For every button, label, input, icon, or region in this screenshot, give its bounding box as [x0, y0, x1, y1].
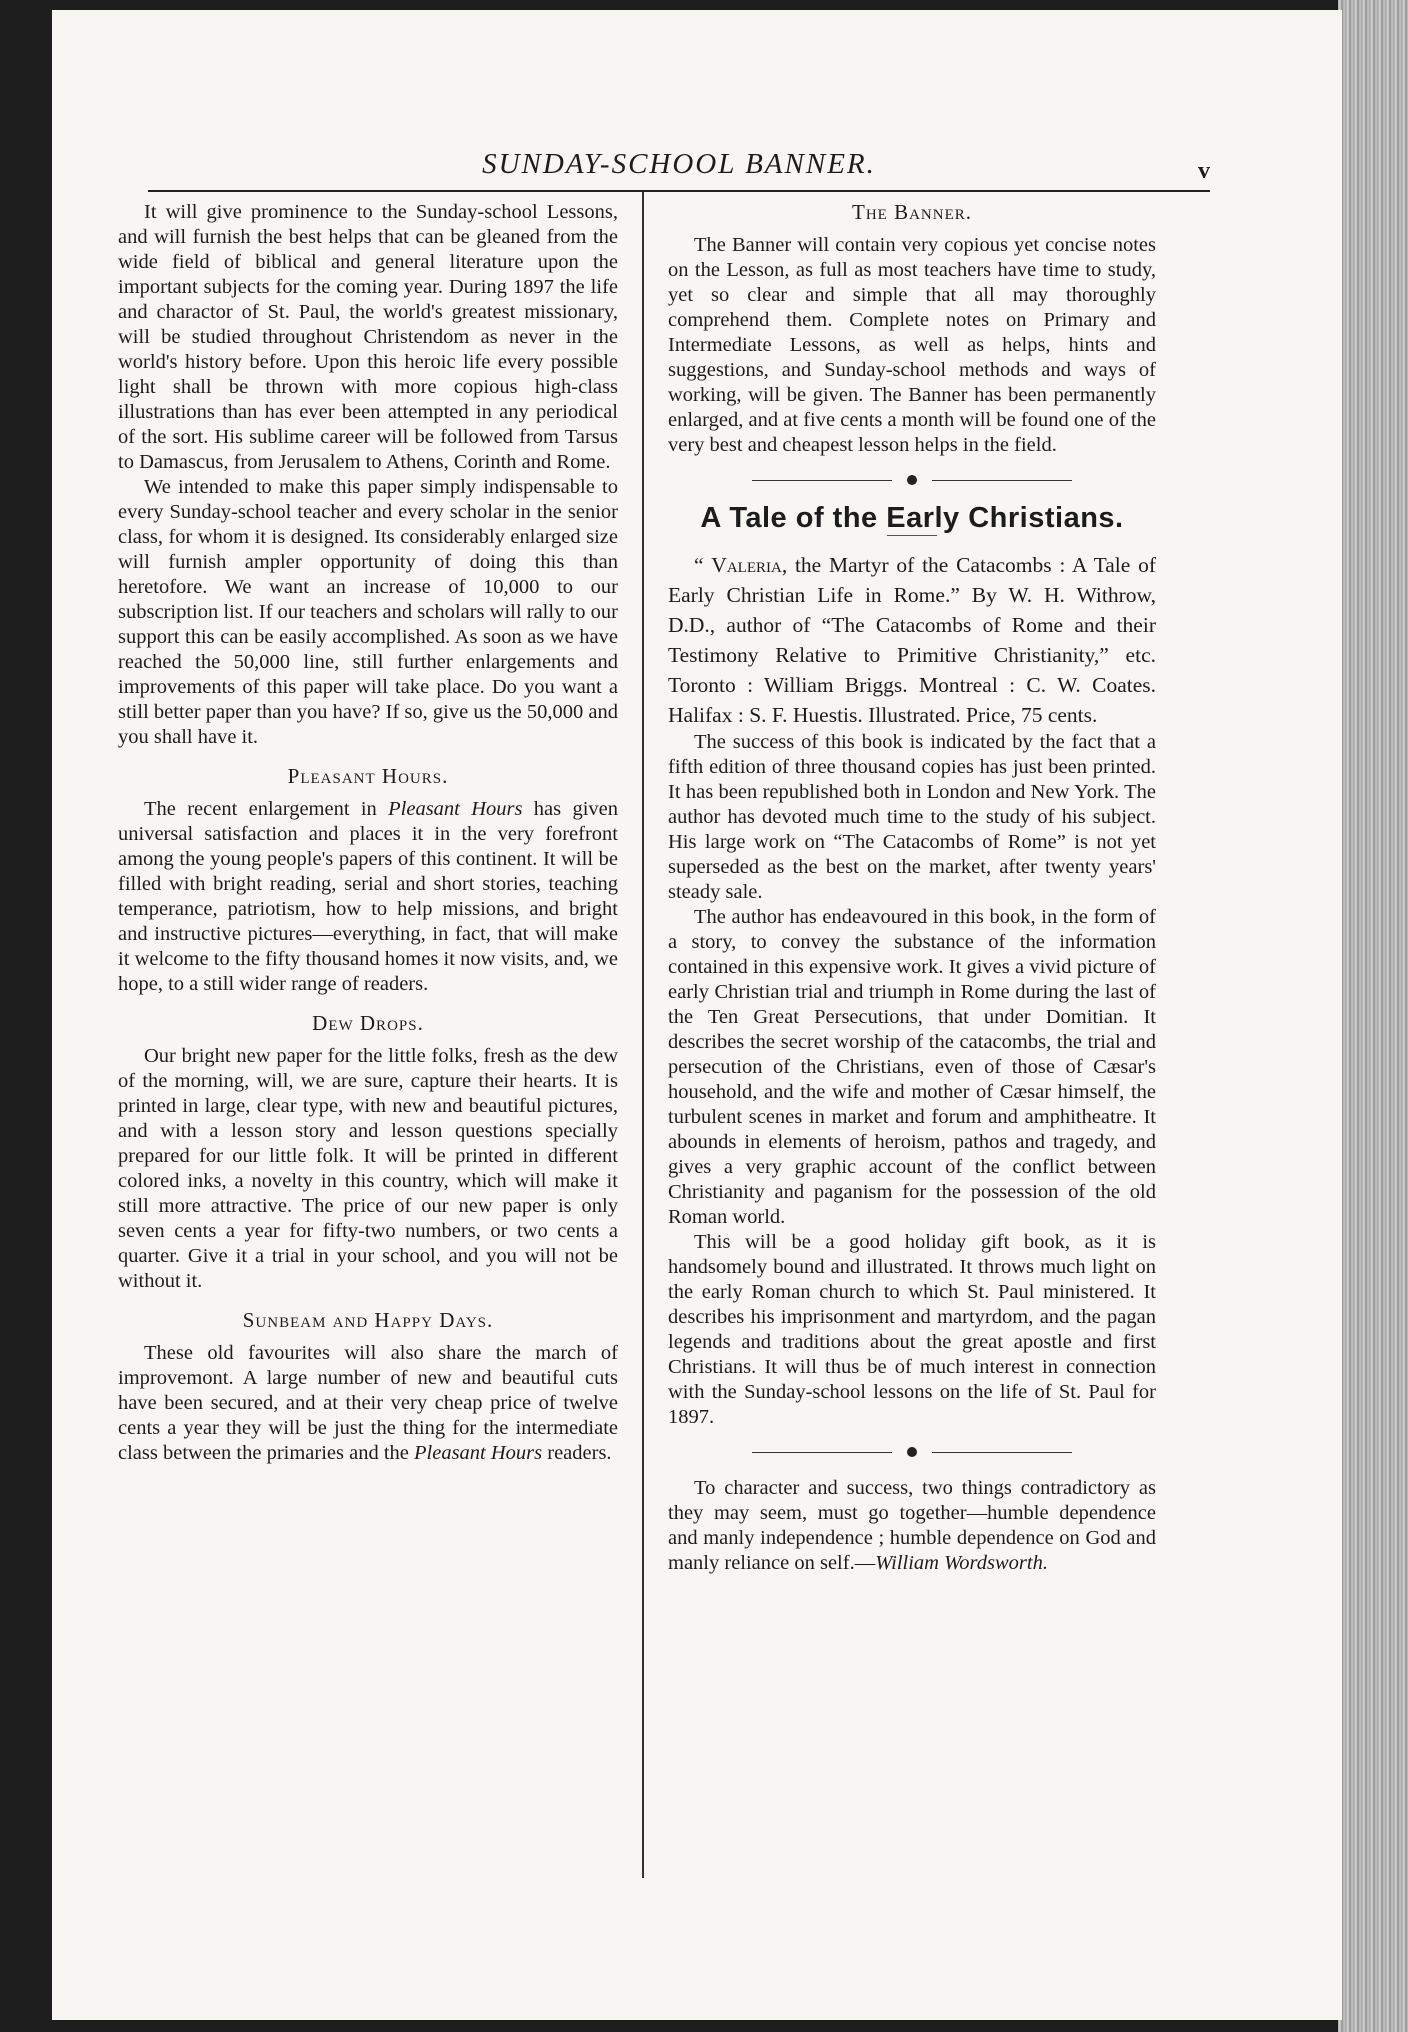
wordsworth-quote	[668, 1476, 1156, 1576]
pleasant-hours-title: Pleasant Hours	[388, 798, 523, 820]
sunbeam-heading: Sunbeam and Happy Days.	[242, 1308, 494, 1332]
running-title: SUNDAY-SCHOOL BANNER.	[482, 148, 876, 180]
quote-text: To character and success, two things contradictory as they may seem, must go together—humble dependence and manly independence ; humble dependence on God and manly reliance on self.—	[668, 1477, 1156, 1574]
citation-open-quote: “	[694, 553, 712, 577]
ornament-divider-2	[752, 1442, 1072, 1464]
quote-author: William Wordsworth.	[875, 1552, 1048, 1574]
sunbeam-text-a: These old favourites will also share the march of improvemont. A large number of new and beautiful cuts have been secured, and at their very cheap price of twelve cents a year they will be just the thing for the intermediate class between the primaries and the	[118, 1342, 618, 1464]
page-header	[148, 144, 1210, 192]
tale-paragraph-2: The author has endeavoured in this book, in the form of a story, to convey the substance of the information contained in this expensive work. It gives a vivid picture of early Christian trial and triumph in Rome during the last of the Ten Great Persecutions, that under Domitian. It describes the secret worship of the catacombs, the trial and persecution of the Christians, even of those of Cæsar's household, and the wife and mother of Cæsar himself, the turbulent scenes in market and forum and amphitheatre. It abounds in elements of heroism, pathos and tragedy, and gives a very graphic account of the conflict between Christianity and paganism for the possession of the old Roman world.	[668, 906, 1156, 1228]
dew-drops-paragraph: Our bright new paper for the little folks, fresh as the dew of the morning, will, we are sure, capture their hearts. It is printed in large, clear type, with new and beautiful pictures, and with a lesson story and lesson questions specially prepared for our little folk. It will be printed in different colored inks, a novelty in this country, which will make it still more attractive. The price of our new paper is only seven cents a year for fifty-two numbers, or two cents a quarter. Give it a trial in your school, and you will not be without it.	[118, 1045, 618, 1292]
pleasant-hours-text-a: The recent enlargement in	[144, 798, 389, 820]
column-divider	[642, 192, 644, 1878]
sunbeam-text-b: readers.	[542, 1442, 612, 1464]
citation-rest: , the Martyr of the Catacombs : A Tale of Early Christian Life in Rome.” By W. H. Withrow, D.D., author of “The Catacombs of Rome and their Testimony Relative to Primitive Christianity,” etc. Toronto : William Briggs. Montreal : C. W. Coates. Halifax : S. F. Huestis. Illustrated. Price, 75 cents.	[668, 553, 1156, 727]
banner-paragraph: The Banner will contain very copious yet concise notes on the Lesson, as full as most teachers have time to study, yet so clear and simple that all may thoroughly comprehend them. Complete notes on Primary and Intermediate Lessons, as well as helps, hints and suggestions, and Sunday-school methods and ways of working, will be given. The Banner has been permanently enlarged, and at five cents a month will be found one of the very best and cheapest lesson helps in the field.	[668, 234, 1156, 456]
citation-title: Valeria	[711, 553, 782, 577]
intro-paragraph-1: It will give prominence to the Sunday-school Lessons, and will furnish the best helps that can be gleaned from the wide field of biblical and general literature upon the important subjects for the coming year. During 1897 the life and charactor of St. Paul, the world's greatest missionary, will be studied throughout Christendom as never in the world's history before. Upon this heroic life every possible light shall be thrown with more copious high-class illustrations than has ever been attempted in any periodical of the sort. His sublime career will be followed from Tarsus to Damascus, from Jerusalem to Athens, Corinth and Rome.	[118, 201, 618, 473]
pleasant-hours-heading: Pleasant Hours.	[287, 764, 449, 788]
sunbeam-paragraph	[118, 1341, 618, 1466]
sunbeam-title: Pleasant Hours	[414, 1442, 543, 1464]
page-number: v	[1198, 158, 1210, 184]
pleasant-hours-paragraph	[118, 797, 618, 997]
book-citation	[668, 550, 1156, 730]
tale-paragraph-3: This will be a good holiday gift book, as it is handsomely bound and illustrated. It throws much light on the early Roman church to which St. Paul ministered. It describes his imprisonment and martyrdom, and the pagan legends and traditions about the great apostle and first Christians. It will thus be of much interest in connection with the Sunday-school lessons on the life of St. Paul for 1897.	[668, 1231, 1156, 1428]
page-edge	[1338, 0, 1408, 2032]
tale-heading: A Tale of the Early Christians.	[700, 502, 1124, 534]
right-column	[668, 200, 1156, 1576]
left-column	[118, 200, 618, 1466]
pleasant-hours-text-b: has given universal satisfaction and places it in the very forefront among the young people's papers of this continent. It will be filled with bright reading, serial and short stories, teaching temperance, patriotism, how to help missions, and bright and instructive pictures—everything, in fact, that will make it welcome to the fifty thousand homes it now visits, and, we hope, to a still wider range of readers.	[118, 798, 618, 995]
ornament-divider	[752, 470, 1072, 492]
dew-drops-heading: Dew Drops.	[312, 1011, 424, 1035]
intro-paragraph-2: We intended to make this paper simply indispensable to every Sunday-school teacher and every scholar in the senior class, for whom it is designed. Its considerably enlarged size will furnish ampler opportunity of doing this than heretofore. We want an increase of 10,000 to our subscription list. If our teachers and scholars will rally to our support this can be easily accomplished. As soon as we have reached the 50,000 line, still further enlargements and improvements of this paper will take place. Do you want a still better paper than you have? If so, give us the 50,000 and you shall have it.	[118, 476, 618, 748]
tale-paragraph-1: The success of this book is indicated by the fact that a fifth edition of three thousand copies has just been printed. It has been republished both in London and New York. The author has devoted much time to the study of his subject. His large work on “The Catacombs of Rome” is not yet superseded as the best on the market, after twenty years' steady sale.	[668, 731, 1156, 903]
short-rule	[887, 535, 937, 536]
banner-heading: The Banner.	[852, 200, 972, 224]
